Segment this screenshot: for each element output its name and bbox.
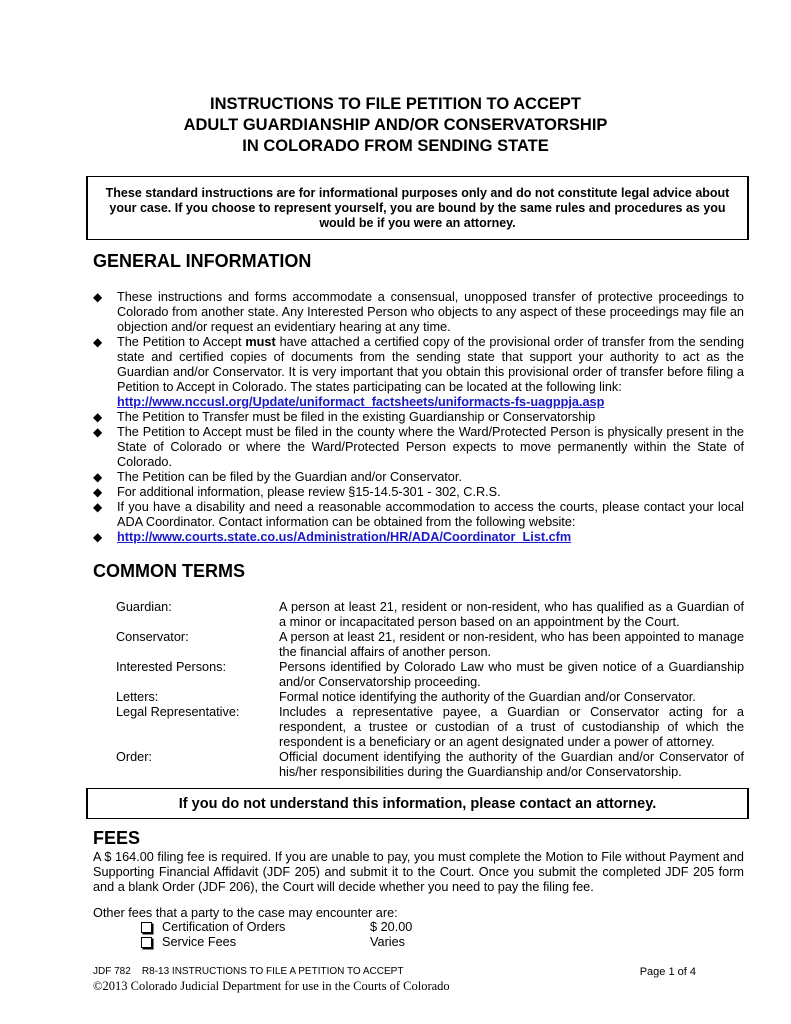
bullet-text: If you have a disability and need a reasonable accommodation to access the courts, please contact your local ADA Coordinator. Contact information can be obtained from the following website: (117, 500, 744, 529)
list-item (93, 500, 744, 530)
list-item (93, 530, 744, 545)
term-marker-icon (93, 705, 116, 750)
ada-coordinator-link[interactable]: http://www.courts.state.co.us/Administration/HR/ADA/Coordinator_List.cfm (117, 530, 572, 544)
term-marker-icon (93, 750, 116, 780)
disclaimer-box (86, 176, 749, 240)
attorney-notice-box (86, 788, 749, 819)
title-line-2: ADULT GUARDIANSHIP AND/OR CONSERVATORSHIP (183, 116, 608, 134)
footer-page-number: Page 1 of 4 (639, 966, 696, 978)
term-name: Letters: (116, 690, 159, 704)
bullet-text: The Petition to Accept must be filed in the county where the Ward/Protected Person is physically present in the State of Colorado or where the Ward/Protected Person expects to move permanently within the State of Colorado. (117, 425, 744, 469)
term-row (93, 600, 744, 630)
diamond-bullet-icon: ◆ (93, 410, 103, 424)
footer-copyright: ©2013 Colorado Judicial Department for use in the Courts of Colorado (93, 979, 450, 993)
term-row (93, 750, 744, 780)
term-name: Guardian: (116, 600, 172, 614)
document-title (0, 94, 791, 157)
term-name: Conservator: (116, 630, 189, 644)
term-row (93, 705, 744, 750)
checkbox-icon (141, 937, 152, 948)
term-definition: A person at least 21, resident or non-resident, who has been appointed to manage the financial affairs of another person. (279, 630, 744, 659)
term-definition: Includes a representative payee, a Guardian or Conservator acting for a respondent, a trustee or custodian of a trust of custodianship of which the respondent is a beneficiary or an agent designated under a power of attorney. (279, 705, 744, 749)
checkbox-icon (141, 922, 152, 933)
diamond-bullet-icon: ◆ (93, 290, 103, 304)
bullet-text-post: have attached a certified copy of the provisional order of transfer from the sending state and certified copies of documents from the sending state that support your authority to act as the Guardian and/or Conservator. It is very important that you obtain this provisional order of transfer before filing a Petition to Accept in Colorado. The states participating can be located at the following link: (117, 335, 744, 394)
list-item (93, 425, 744, 470)
term-definition: A person at least 21, resident or non-resident, who has qualified as a Guardian of a minor or incapacitated person based on an appointment by the Court. (279, 600, 744, 629)
term-row (93, 660, 744, 690)
diamond-bullet-icon: ◆ (93, 425, 103, 439)
list-item (93, 335, 744, 410)
title-line-1: INSTRUCTIONS TO FILE PETITION TO ACCEPT (210, 95, 581, 113)
diamond-bullet-icon: ◆ (93, 335, 103, 349)
other-fees-intro: Other fees that a party to the case may encounter are: (93, 906, 398, 920)
bullet-text: The Petition can be filed by the Guardian and/or Conservator. (117, 470, 462, 484)
footer-form-id: JDF 782 R8-13 INSTRUCTIONS TO FILE A PETITION TO ACCEPT (93, 966, 404, 977)
term-row (93, 630, 744, 660)
diamond-bullet-icon: ◆ (93, 470, 103, 484)
fee-amount: Varies (370, 935, 406, 949)
bullet-text: For additional information, please review §15-14.5-301 - 302, C.R.S. (117, 485, 501, 499)
fees-heading: FEES (93, 828, 141, 848)
common-terms-list (93, 600, 744, 780)
term-name: Order: (116, 750, 152, 764)
nccusl-link[interactable]: http://www.nccusl.org/Update/uniformact_factsheets/uniformacts-fs-uagppja.asp (117, 395, 605, 409)
diamond-bullet-icon: ◆ (93, 485, 103, 499)
common-terms-heading: COMMON TERMS (93, 561, 245, 581)
diamond-bullet-icon: ◆ (93, 500, 103, 514)
term-definition: Official document identifying the authority of the Guardian and/or Conservator of his/her responsibilities during the Guardianship and/or Conservatorship. (279, 750, 744, 779)
term-marker-icon (93, 630, 116, 660)
title-line-3: IN COLORADO FROM SENDING STATE (242, 137, 549, 155)
fee-amount: $ 20.00 (370, 920, 413, 934)
list-item (93, 410, 744, 425)
list-item (93, 290, 744, 335)
bullet-text: The Petition to Transfer must be filed in the existing Guardianship or Conservatorship (117, 410, 596, 424)
list-item (93, 470, 744, 485)
term-row (93, 690, 744, 705)
term-definition: Persons identified by Colorado Law who must be given notice of a Guardianship and/or Conservatorship proceeding. (279, 660, 744, 689)
bullet-text-emphasis: must (245, 335, 276, 349)
term-marker-icon (93, 600, 116, 630)
term-marker-icon (93, 690, 116, 705)
diamond-bullet-icon: ◆ (93, 530, 103, 544)
fee-name: Certification of Orders (162, 920, 286, 934)
disclaimer-text: These standard instructions are for informational purposes only and do not constitute legal advice about your case. If you choose to represent yourself, you are bound by the same rules and procedures as you would be if you were an attorney. (105, 185, 730, 230)
general-information-list (93, 290, 744, 545)
bullet-text-pre: The Petition to Accept (117, 335, 246, 349)
bullet-text: These instructions and forms accommodate a consensual, unopposed transfer of protective proceedings to Colorado from another state. Any Interested Person who objects to any aspect of these proceedings may file an objection and/or request an evidentiary hearing at any time. (117, 290, 744, 334)
term-name: Legal Representative: (116, 705, 240, 719)
list-item (93, 485, 744, 500)
term-name: Interested Persons: (116, 660, 227, 674)
fee-item (141, 935, 405, 950)
fees-paragraph: A $ 164.00 filing fee is required. If you are unable to pay, you must complete the Motion to File without Payment and Supporting Financial Affidavit (JDF 205) and submit it to the Court. Once you submit the completed JDF 205 form and a blank Order (JDF 206), the Court will decide whether you need to pay the filing fee. (93, 850, 744, 894)
fee-item (141, 920, 412, 935)
general-information-heading: GENERAL INFORMATION (93, 251, 312, 271)
term-marker-icon (93, 660, 116, 690)
attorney-notice-text: If you do not understand this information, please contact an attorney. (178, 795, 657, 812)
fee-name: Service Fees (162, 935, 237, 949)
term-definition: Formal notice identifying the authority of the Guardian and/or Conservator. (279, 690, 696, 704)
